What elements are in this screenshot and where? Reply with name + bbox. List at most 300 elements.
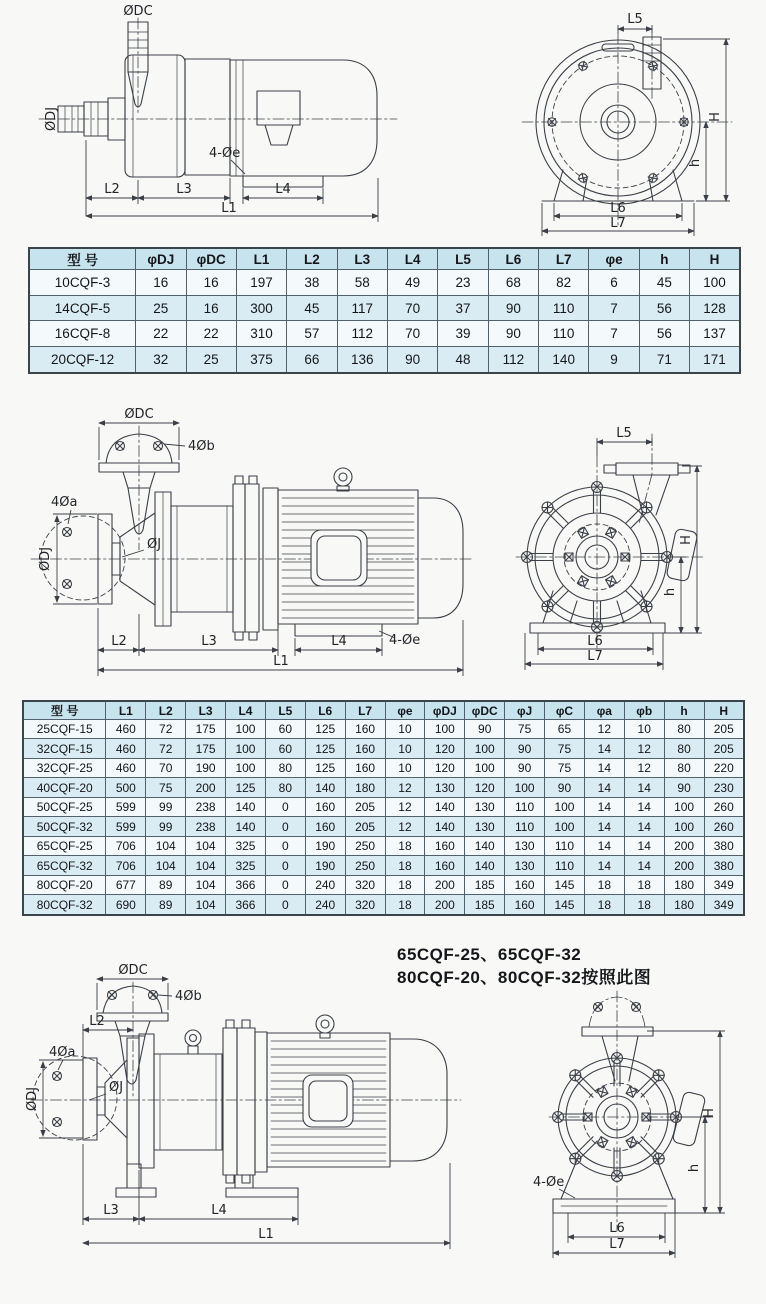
table-row (29, 347, 740, 373)
table-row (23, 758, 744, 777)
value-cell: 56 (639, 321, 689, 347)
table-row (29, 270, 740, 296)
value-cell: 100 (226, 758, 266, 777)
value-cell: 14 (584, 797, 624, 816)
value-cell: 250 (345, 856, 385, 875)
value-cell: 22 (136, 321, 186, 347)
dimension-table-small-pumps (28, 247, 741, 374)
value-cell: 160 (345, 739, 385, 758)
value-cell: 90 (505, 758, 545, 777)
value-cell: 14 (584, 778, 624, 797)
value-cell: 7 (589, 295, 639, 321)
value-cell: 14 (584, 856, 624, 875)
value-cell: 75 (146, 778, 186, 797)
table-row (23, 895, 744, 915)
dim-label-h: h (687, 1163, 702, 1173)
value-cell: 100 (505, 778, 545, 797)
value-cell: 45 (287, 295, 337, 321)
value-cell: 72 (146, 739, 186, 758)
value-cell: 18 (624, 895, 664, 915)
pump-outline (31, 426, 471, 640)
value-cell: 180 (345, 778, 385, 797)
value-cell: 7 (589, 321, 639, 347)
value-cell: 12 (584, 720, 624, 739)
value-cell: 160 (425, 856, 465, 875)
column-header: φDJ (136, 248, 186, 270)
dim-label-l2: L2 (89, 1014, 105, 1029)
value-cell: 375 (236, 347, 286, 373)
model-cell: 65CQF-32 (23, 856, 106, 875)
column-header: L3 (186, 701, 226, 720)
dim-label-H: H (702, 1108, 717, 1118)
value-cell: 185 (465, 875, 505, 894)
value-cell: 90 (488, 295, 538, 321)
dim-label-dc: ØDC (118, 963, 148, 978)
model-cell: 25CQF-15 (23, 720, 106, 739)
value-cell: 110 (539, 321, 589, 347)
value-cell: 90 (387, 347, 437, 373)
value-cell: 160 (345, 720, 385, 739)
dim-label-l1: L1 (221, 201, 237, 216)
dim-label-4a: 4Øa (49, 1045, 76, 1060)
value-cell: 200 (425, 895, 465, 915)
column-header: 型 号 (29, 248, 136, 270)
end-view-outline (516, 434, 704, 650)
value-cell: 6 (589, 270, 639, 296)
dim-label-l3: L3 (176, 182, 192, 197)
dim-label-l3: L3 (103, 1203, 119, 1218)
value-cell: 460 (106, 739, 146, 758)
value-cell: 140 (226, 817, 266, 836)
value-cell: 100 (226, 739, 266, 758)
dim-label-dj: ØDJ (25, 1086, 40, 1112)
column-header: φb (624, 701, 664, 720)
value-cell: 12 (624, 758, 664, 777)
value-cell: 260 (704, 797, 744, 816)
table-row (29, 295, 740, 321)
column-header: H (690, 248, 740, 270)
value-cell: 0 (265, 856, 305, 875)
value-cell: 25 (186, 347, 236, 373)
dim-label-l2: L2 (104, 182, 120, 197)
value-cell: 90 (664, 778, 704, 797)
value-cell: 10 (624, 720, 664, 739)
column-header: L7 (539, 248, 589, 270)
model-cell: 16CQF-8 (29, 321, 136, 347)
column-header: L1 (106, 701, 146, 720)
value-cell: 14 (624, 836, 664, 855)
value-cell: 18 (624, 875, 664, 894)
dim-label-l6: L6 (609, 1221, 625, 1236)
column-header: φe (589, 248, 639, 270)
model-cell: 80CQF-32 (23, 895, 106, 915)
value-cell: 22 (186, 321, 236, 347)
value-cell: 80 (664, 739, 704, 758)
dim-label-l2: L2 (111, 634, 127, 649)
value-cell: 14 (624, 778, 664, 797)
value-cell: 100 (425, 720, 465, 739)
value-cell: 677 (106, 875, 146, 894)
value-cell: 120 (425, 739, 465, 758)
value-cell: 14 (584, 817, 624, 836)
table-row (23, 817, 744, 836)
value-cell: 130 (465, 817, 505, 836)
value-cell: 110 (505, 797, 545, 816)
end-view-outline (522, 29, 732, 225)
value-cell: 0 (265, 895, 305, 915)
value-cell: 110 (545, 856, 585, 875)
value-cell: 599 (106, 817, 146, 836)
dim-label-l6: L6 (610, 201, 626, 216)
value-cell: 190 (305, 836, 345, 855)
value-cell: 125 (305, 720, 345, 739)
column-header: L4 (387, 248, 437, 270)
column-header: L6 (305, 701, 345, 720)
value-cell: 366 (226, 895, 266, 915)
dim-label-4b: 4Øb (188, 439, 215, 454)
value-cell: 110 (505, 817, 545, 836)
value-cell: 140 (539, 347, 589, 373)
value-cell: 80 (265, 758, 305, 777)
dim-label-l3: L3 (201, 634, 217, 649)
value-cell: 16 (136, 270, 186, 296)
table-row (23, 778, 744, 797)
table-row (23, 720, 744, 739)
value-cell: 160 (425, 836, 465, 855)
value-cell: 100 (690, 270, 740, 296)
column-header: h (664, 701, 704, 720)
value-cell: 500 (106, 778, 146, 797)
value-cell: 140 (465, 836, 505, 855)
dim-label-h: h (688, 158, 703, 168)
value-cell: 80 (265, 778, 305, 797)
value-cell: 200 (425, 875, 465, 894)
value-cell: 366 (226, 875, 266, 894)
column-header: φDC (186, 248, 236, 270)
value-cell: 14 (584, 739, 624, 758)
value-cell: 9 (589, 347, 639, 373)
value-cell: 250 (345, 836, 385, 855)
table-row (23, 856, 744, 875)
column-header: 型 号 (23, 701, 106, 720)
value-cell: 205 (704, 739, 744, 758)
value-cell: 14 (624, 797, 664, 816)
value-cell: 117 (337, 295, 387, 321)
dim-label-l6: L6 (587, 634, 603, 649)
value-cell: 160 (345, 758, 385, 777)
dim-label-dj: ØDJ (38, 546, 53, 572)
value-cell: 14 (584, 836, 624, 855)
dimension-table-small (28, 247, 741, 374)
value-cell: 70 (387, 321, 437, 347)
drawing-medium-pump-end-view (486, 416, 754, 684)
model-cell: 50CQF-25 (23, 797, 106, 816)
table-row (23, 836, 744, 855)
dim-label-l4: L4 (211, 1203, 227, 1218)
value-cell: 320 (345, 875, 385, 894)
model-cell: 32CQF-25 (23, 758, 106, 777)
value-cell: 706 (106, 856, 146, 875)
value-cell: 70 (146, 758, 186, 777)
table-row (29, 321, 740, 347)
dim-label-4e: 4-Øe (209, 146, 241, 161)
value-cell: 140 (465, 856, 505, 875)
value-cell: 185 (465, 895, 505, 915)
value-cell: 72 (146, 720, 186, 739)
value-cell: 18 (385, 875, 425, 894)
column-header: h (639, 248, 689, 270)
value-cell: 90 (465, 720, 505, 739)
value-cell: 120 (465, 778, 505, 797)
value-cell: 75 (505, 720, 545, 739)
value-cell: 18 (385, 856, 425, 875)
value-cell: 380 (704, 836, 744, 855)
value-cell: 16 (186, 270, 236, 296)
value-cell: 140 (305, 778, 345, 797)
value-cell: 380 (704, 856, 744, 875)
value-cell: 14 (624, 817, 664, 836)
value-cell: 10 (385, 720, 425, 739)
value-cell: 205 (345, 797, 385, 816)
value-cell: 104 (186, 836, 226, 855)
value-cell: 160 (305, 817, 345, 836)
value-cell: 100 (664, 797, 704, 816)
column-header: L4 (226, 701, 266, 720)
value-cell: 0 (265, 817, 305, 836)
dim-label-H: H (708, 112, 723, 122)
value-cell: 145 (545, 875, 585, 894)
dim-label-l1: L1 (273, 654, 289, 669)
value-cell: 0 (265, 797, 305, 816)
model-cell: 14CQF-5 (29, 295, 136, 321)
value-cell: 205 (345, 817, 385, 836)
value-cell: 99 (146, 817, 186, 836)
value-cell: 0 (265, 875, 305, 894)
column-header: L1 (236, 248, 286, 270)
value-cell: 32 (136, 347, 186, 373)
value-cell: 10 (385, 739, 425, 758)
dim-label-l4: L4 (331, 634, 347, 649)
header-row (29, 248, 740, 270)
value-cell: 75 (545, 758, 585, 777)
value-cell: 160 (305, 797, 345, 816)
dim-label-l5: L5 (616, 426, 632, 441)
value-cell: 90 (505, 739, 545, 758)
dim-label-l5: L5 (627, 12, 643, 27)
value-cell: 220 (704, 758, 744, 777)
value-cell: 58 (337, 270, 387, 296)
value-cell: 68 (488, 270, 538, 296)
value-cell: 238 (186, 817, 226, 836)
value-cell: 180 (664, 875, 704, 894)
drawing-small-pump-side-view (25, 2, 405, 242)
value-cell: 200 (664, 856, 704, 875)
dim-label-4a: 4Øa (51, 495, 78, 510)
value-cell: 99 (146, 797, 186, 816)
drawing-medium-pump-side-view (23, 392, 478, 692)
value-cell: 18 (584, 875, 624, 894)
table-row (23, 739, 744, 758)
value-cell: 145 (545, 895, 585, 915)
value-cell: 104 (146, 836, 186, 855)
value-cell: 100 (465, 758, 505, 777)
value-cell: 65 (545, 720, 585, 739)
value-cell: 66 (287, 347, 337, 373)
drawing-small-pump-end-view (486, 3, 754, 243)
value-cell: 12 (385, 778, 425, 797)
value-cell: 89 (146, 895, 186, 915)
column-header: L7 (345, 701, 385, 720)
value-cell: 57 (287, 321, 337, 347)
value-cell: 125 (226, 778, 266, 797)
column-header: φe (385, 701, 425, 720)
value-cell: 18 (385, 836, 425, 855)
header-row (23, 701, 744, 720)
column-header: L3 (337, 248, 387, 270)
value-cell: 320 (345, 895, 385, 915)
value-cell: 80 (664, 758, 704, 777)
value-cell: 100 (226, 720, 266, 739)
value-cell: 125 (305, 739, 345, 758)
column-header: L5 (265, 701, 305, 720)
dim-label-l4: L4 (275, 182, 291, 197)
dim-label-l7: L7 (609, 1237, 625, 1252)
value-cell: 90 (488, 321, 538, 347)
value-cell: 160 (505, 895, 545, 915)
value-cell: 60 (265, 720, 305, 739)
dim-label-l7: L7 (610, 216, 626, 231)
value-cell: 230 (704, 778, 744, 797)
note-line-2: 80CQF-20、80CQF-32按照此图 (397, 967, 652, 987)
value-cell: 260 (704, 817, 744, 836)
dim-label-4e: 4-Øe (533, 1175, 565, 1190)
value-cell: 238 (186, 797, 226, 816)
column-header: L6 (488, 248, 538, 270)
value-cell: 25 (136, 295, 186, 321)
dim-label-dc: ØDC (124, 407, 154, 422)
value-cell: 460 (106, 720, 146, 739)
value-cell: 75 (545, 739, 585, 758)
note-line-1: 65CQF-25、65CQF-32 (397, 945, 582, 964)
value-cell: 10 (385, 758, 425, 777)
value-cell: 49 (387, 270, 437, 296)
value-cell: 171 (690, 347, 740, 373)
value-cell: 325 (226, 836, 266, 855)
value-cell: 12 (385, 817, 425, 836)
value-cell: 205 (704, 720, 744, 739)
value-cell: 104 (186, 856, 226, 875)
value-cell: 130 (505, 836, 545, 855)
value-cell: 90 (545, 778, 585, 797)
value-cell: 160 (505, 875, 545, 894)
value-cell: 240 (305, 875, 345, 894)
column-header: H (704, 701, 744, 720)
value-cell: 89 (146, 875, 186, 894)
dim-label-l7: L7 (587, 649, 603, 664)
value-cell: 45 (639, 270, 689, 296)
value-cell: 460 (106, 758, 146, 777)
value-cell: 100 (465, 739, 505, 758)
value-cell: 112 (488, 347, 538, 373)
value-cell: 130 (425, 778, 465, 797)
dim-label-H: H (679, 535, 694, 545)
value-cell: 200 (186, 778, 226, 797)
pump-outline (39, 18, 397, 187)
value-cell: 349 (704, 875, 744, 894)
value-cell: 18 (584, 895, 624, 915)
dim-label-h: h (663, 587, 678, 597)
value-cell: 39 (438, 321, 488, 347)
value-cell: 110 (539, 295, 589, 321)
value-cell: 130 (465, 797, 505, 816)
value-cell: 140 (425, 797, 465, 816)
value-cell: 190 (186, 758, 226, 777)
value-cell: 137 (690, 321, 740, 347)
value-cell: 112 (337, 321, 387, 347)
value-cell: 128 (690, 295, 740, 321)
model-cell: 40CQF-20 (23, 778, 106, 797)
value-cell: 180 (664, 895, 704, 915)
model-cell: 32CQF-15 (23, 739, 106, 758)
value-cell: 140 (425, 817, 465, 836)
column-header: φDJ (425, 701, 465, 720)
value-cell: 100 (545, 797, 585, 816)
dim-label-dc: ØDC (123, 4, 153, 19)
drawing-large-pump-end-view (505, 985, 763, 1304)
model-cell: 65CQF-25 (23, 836, 106, 855)
value-cell: 325 (226, 856, 266, 875)
model-cell: 10CQF-3 (29, 270, 136, 296)
value-cell: 110 (545, 836, 585, 855)
model-cell: 50CQF-32 (23, 817, 106, 836)
value-cell: 16 (186, 295, 236, 321)
value-cell: 690 (106, 895, 146, 915)
column-header: φJ (505, 701, 545, 720)
value-cell: 100 (545, 817, 585, 836)
value-cell: 56 (639, 295, 689, 321)
dim-label-l1: L1 (258, 1227, 274, 1242)
value-cell: 200 (664, 836, 704, 855)
value-cell: 48 (438, 347, 488, 373)
dim-label-j: ØJ (109, 1080, 124, 1095)
value-cell: 70 (387, 295, 437, 321)
value-cell: 60 (265, 739, 305, 758)
drawing-large-pump-side-view (23, 938, 468, 1276)
value-cell: 175 (186, 739, 226, 758)
column-header: φC (545, 701, 585, 720)
value-cell: 12 (385, 797, 425, 816)
column-header: φDC (465, 701, 505, 720)
dim-label-4e: 4-Øe (389, 633, 421, 648)
value-cell: 120 (425, 758, 465, 777)
value-cell: 599 (106, 797, 146, 816)
value-cell: 18 (385, 895, 425, 915)
value-cell: 310 (236, 321, 286, 347)
dim-label-j: ØJ (147, 537, 162, 552)
dim-label-dj: ØDJ (44, 106, 59, 132)
value-cell: 136 (337, 347, 387, 373)
value-cell: 14 (624, 856, 664, 875)
value-cell: 125 (305, 758, 345, 777)
column-header: L2 (287, 248, 337, 270)
column-header: L2 (146, 701, 186, 720)
value-cell: 706 (106, 836, 146, 855)
value-cell: 71 (639, 347, 689, 373)
value-cell: 175 (186, 720, 226, 739)
value-cell: 130 (505, 856, 545, 875)
value-cell: 240 (305, 895, 345, 915)
value-cell: 197 (236, 270, 286, 296)
